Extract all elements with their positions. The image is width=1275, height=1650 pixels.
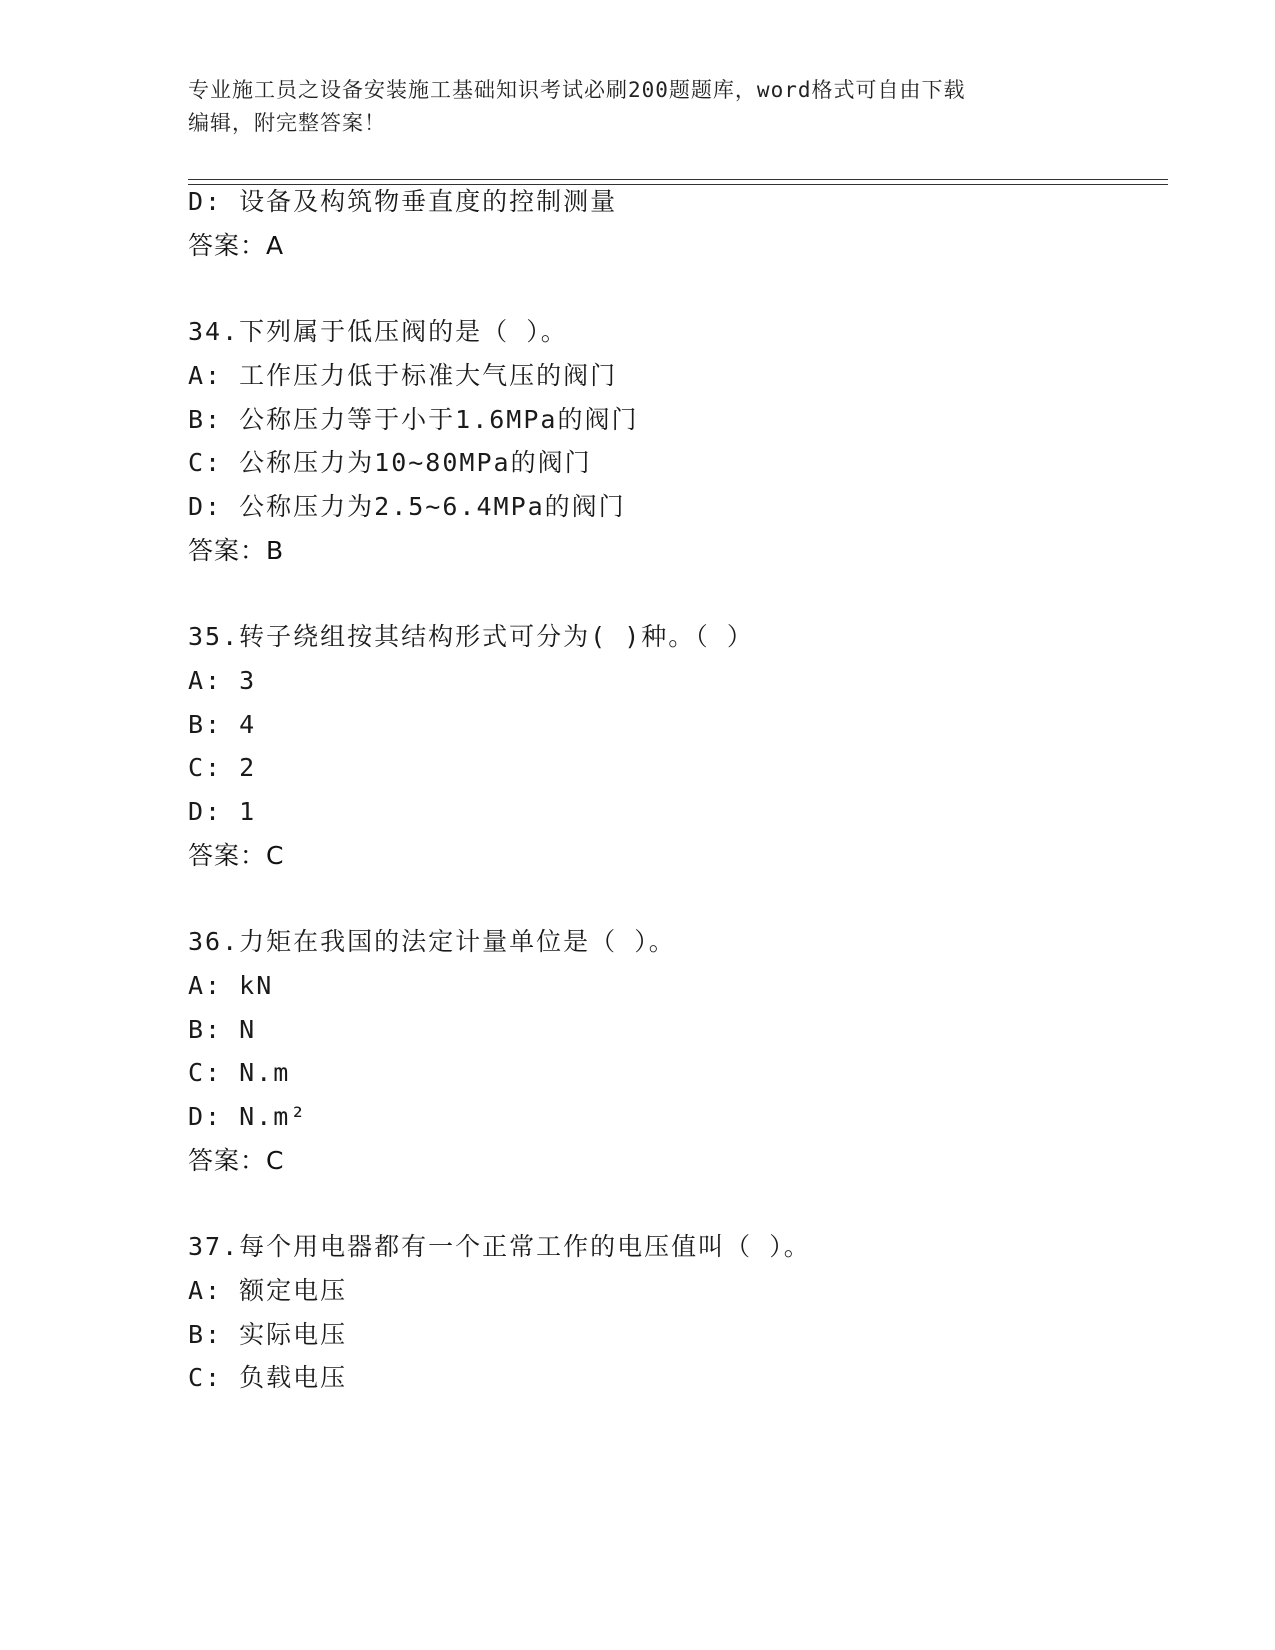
q37-option-b: B: 实际电压 bbox=[188, 1320, 348, 1349]
q34-option-a: A: 工作压力低于标准大气压的阀门 bbox=[188, 361, 618, 390]
header-title-line-2: 编辑，附完整答案！ bbox=[188, 111, 386, 135]
q36-option-a: A: kN bbox=[188, 971, 274, 1000]
q34-answer: 答案：B bbox=[188, 536, 285, 565]
q34-option-c: C: 公称压力为10~80MPa的阀门 bbox=[188, 448, 592, 477]
q37-question: 37.每个用电器都有一个正常工作的电压值叫（ ）。 bbox=[188, 1232, 811, 1261]
q36-answer: 答案：C bbox=[188, 1146, 285, 1175]
q35-question: 35.转子绕组按其结构形式可分为( )种。（ ） bbox=[188, 622, 754, 651]
q34-option-b: B: 公称压力等于小于1.6MPa的阀门 bbox=[188, 405, 639, 434]
q35-option-c: C: 2 bbox=[188, 753, 257, 782]
q36-option-c: C: N.m bbox=[188, 1058, 291, 1087]
q35-answer: 答案：C bbox=[188, 841, 285, 870]
q35-option-a: A: 3 bbox=[188, 666, 257, 695]
q36-question: 36.力矩在我国的法定计量单位是（ ）。 bbox=[188, 927, 676, 956]
q37-option-a: A: 额定电压 bbox=[188, 1276, 348, 1305]
q37-option-c: C: 负载电压 bbox=[188, 1363, 348, 1392]
q35-option-b: B: 4 bbox=[188, 710, 257, 739]
q36-option-d: D: N.m² bbox=[188, 1102, 308, 1131]
header-title-line-1: 专业施工员之设备安装施工基础知识考试必刷200题题库，word格式可自由下载 bbox=[188, 78, 966, 102]
q34-option-d: D: 公称压力为2.5~6.4MPa的阀门 bbox=[188, 492, 626, 521]
prev-option-d: D: 设备及构筑物垂直度的控制测量 bbox=[188, 187, 618, 216]
q35-option-d: D: 1 bbox=[188, 797, 257, 826]
q36-option-b: B: N bbox=[188, 1015, 257, 1044]
document-header bbox=[188, 74, 1088, 140]
prev-answer: 答案：A bbox=[188, 231, 285, 260]
q34-question: 34.下列属于低压阀的是（ ）。 bbox=[188, 317, 568, 346]
